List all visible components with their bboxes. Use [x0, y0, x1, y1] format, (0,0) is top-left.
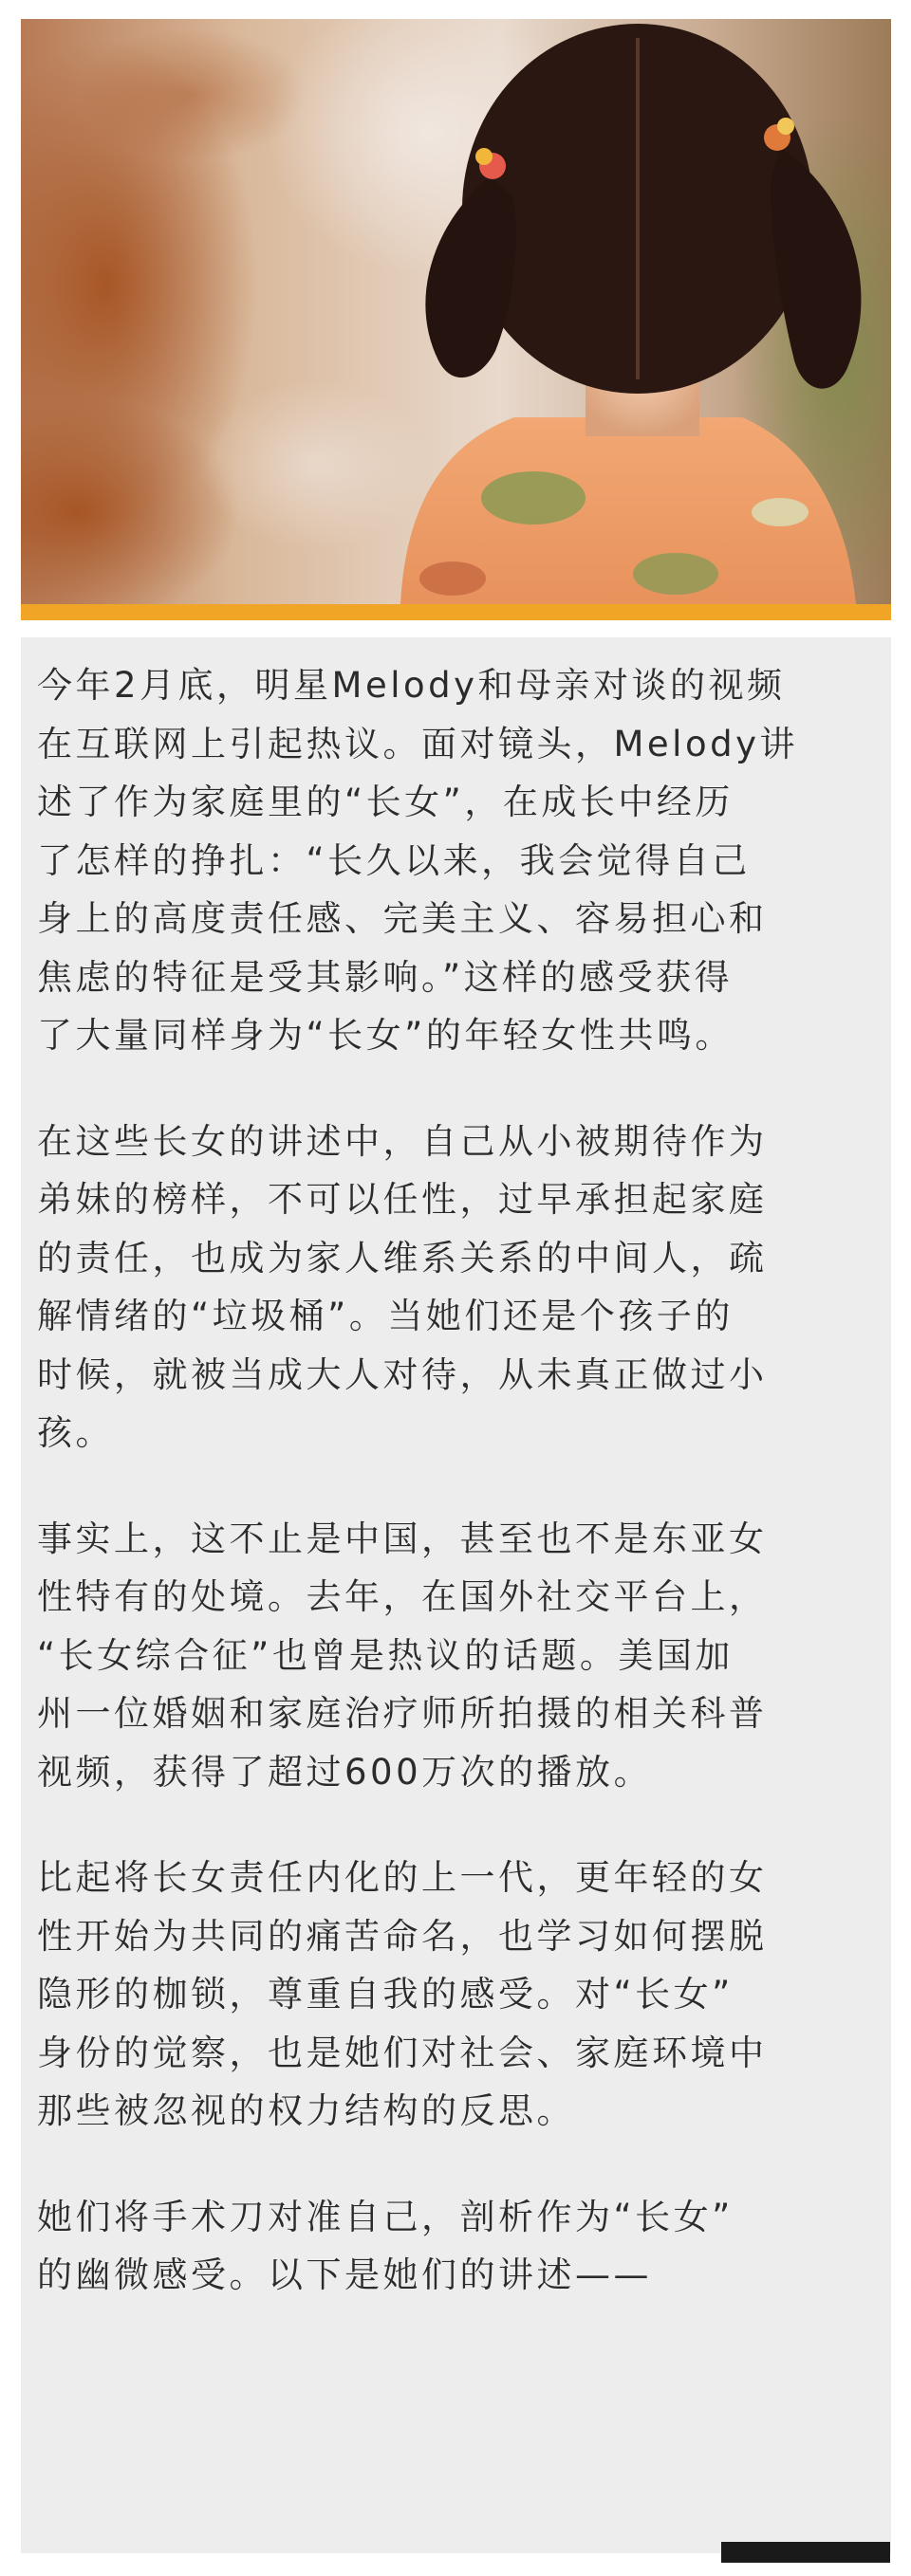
paragraph-2: [37, 1113, 861, 1463]
paragraph-line: 了怎样的挣扎：“长久以来，我会觉得自己: [37, 839, 751, 881]
paragraph-line: 在互联网上引起热议。面对镜头，Melody讲: [37, 723, 798, 764]
paragraph-line: 焦虑的特征是受其影响。”这样的感受获得: [37, 956, 734, 998]
paragraph-line: 的幽微感受。以下是她们的讲述——: [37, 2254, 652, 2295]
paragraph-line: 时候，就被当成大人对待，从未真正做过小: [37, 1353, 768, 1395]
paragraph-line: 弟妹的榜样，不可以任性，过早承担起家庭: [37, 1179, 768, 1220]
paragraph-line: 了大量同样身为“长女”的年轻女性共鸣。: [37, 1015, 734, 1056]
paragraph-5: [37, 2188, 861, 2305]
paragraph-line: 她们将手术刀对准自己，剖析作为“长女”: [37, 2196, 734, 2237]
paragraph-4: [37, 1849, 861, 2141]
paragraph-1: [37, 656, 861, 1065]
article-body: [37, 656, 861, 2352]
paragraph-line: 身上的高度责任感、完美主义、容易担心和: [37, 898, 768, 939]
hero-image: [21, 19, 891, 604]
paragraph-line: 事实上，这不止是中国，甚至也不是东亚女: [37, 1518, 768, 1559]
paragraph-line: 那些被忽视的权力结构的反思。: [37, 2090, 575, 2131]
girl-with-pigtails-photo-icon: [21, 19, 891, 604]
paragraph-line: 孩。: [37, 1412, 114, 1453]
paragraph-line: 的责任，也成为家人维系关系的中间人，疏: [37, 1237, 768, 1279]
paragraph-line: 州一位婚姻和家庭治疗师所拍摄的相关科普: [37, 1693, 768, 1734]
paragraph-line: 隐形的枷锁，尊重自我的感受。对“长女”: [37, 1974, 734, 2015]
paragraph-line: 比起将长女责任内化的上一代，更年轻的女: [37, 1857, 768, 1898]
paragraph-line: 身份的觉察，也是她们对社会、家庭环境中: [37, 2032, 768, 2073]
paragraph-line: 在这些长女的讲述中，自己从小被期待作为: [37, 1120, 768, 1162]
paragraph-line: 解情绪的“垃圾桶”。当她们还是个孩子的: [37, 1296, 734, 1336]
end-marker-bar: [721, 2542, 890, 2563]
paragraph-line: 视频，获得了超过600万次的播放。: [37, 1751, 653, 1793]
paragraph-line: 今年2月底，明星Melody和母亲对谈的视频: [37, 665, 786, 706]
hero-accent-bar: [21, 604, 891, 620]
paragraph-line: 述了作为家庭里的“长女”，在成长中经历: [37, 782, 734, 822]
paragraph-3: [37, 1510, 861, 1802]
paragraph-line: “长女综合征”也曾是热议的话题。美国加: [37, 1634, 734, 1676]
paragraph-line: 性开始为共同的痛苦命名，也学习如何摆脱: [37, 1915, 768, 1957]
paragraph-line: 性特有的处境。去年，在国外社交平台上，: [37, 1576, 768, 1617]
